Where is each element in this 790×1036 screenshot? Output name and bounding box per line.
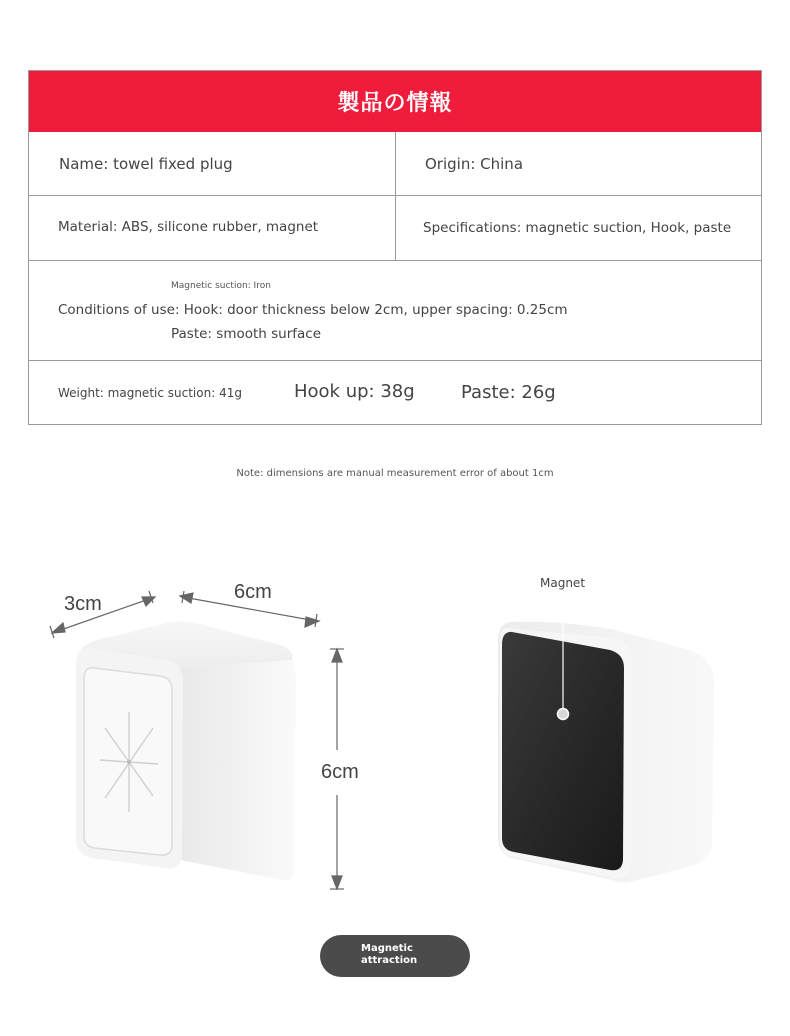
height-label: 6cm	[321, 761, 359, 783]
weight-hook: Hook up: 38g	[294, 381, 415, 402]
product-back-illustration	[490, 595, 730, 895]
magnet-label: Magnet	[540, 576, 586, 590]
origin-cell: Origin: China	[425, 155, 524, 173]
conditions-magnetic: Magnetic suction: Iron	[171, 281, 271, 291]
weight-paste: Paste: 26g	[461, 382, 556, 403]
depth-label: 3cm	[64, 593, 102, 615]
material-cell: Material: ABS, silicone rubber, magnet	[58, 219, 319, 235]
column-divider	[395, 132, 396, 260]
measurement-note: Note: dimensions are manual measurement error of about 1cm	[236, 468, 554, 479]
conditions-paste: Paste: smooth surface	[171, 326, 322, 342]
specifications-cell: Specifications: magnetic suction, Hook, paste	[423, 220, 732, 236]
conditions-hook: Conditions of use: Hook: door thickness below 2cm, upper spacing: 0.25cm	[58, 302, 568, 318]
magnetic-attraction-badge	[320, 935, 470, 977]
weight-magnetic: Weight: magnetic suction: 41g	[58, 386, 242, 400]
badge-label: Magnetic attraction	[361, 943, 418, 966]
product-info-table	[28, 70, 762, 425]
name-cell: Name: towel fixed plug	[59, 155, 233, 173]
row-divider	[29, 360, 761, 361]
width-label: 6cm	[234, 581, 272, 603]
row-divider	[29, 260, 761, 261]
product-front-illustration	[40, 580, 400, 910]
table-header: 製品の情報	[29, 71, 761, 132]
